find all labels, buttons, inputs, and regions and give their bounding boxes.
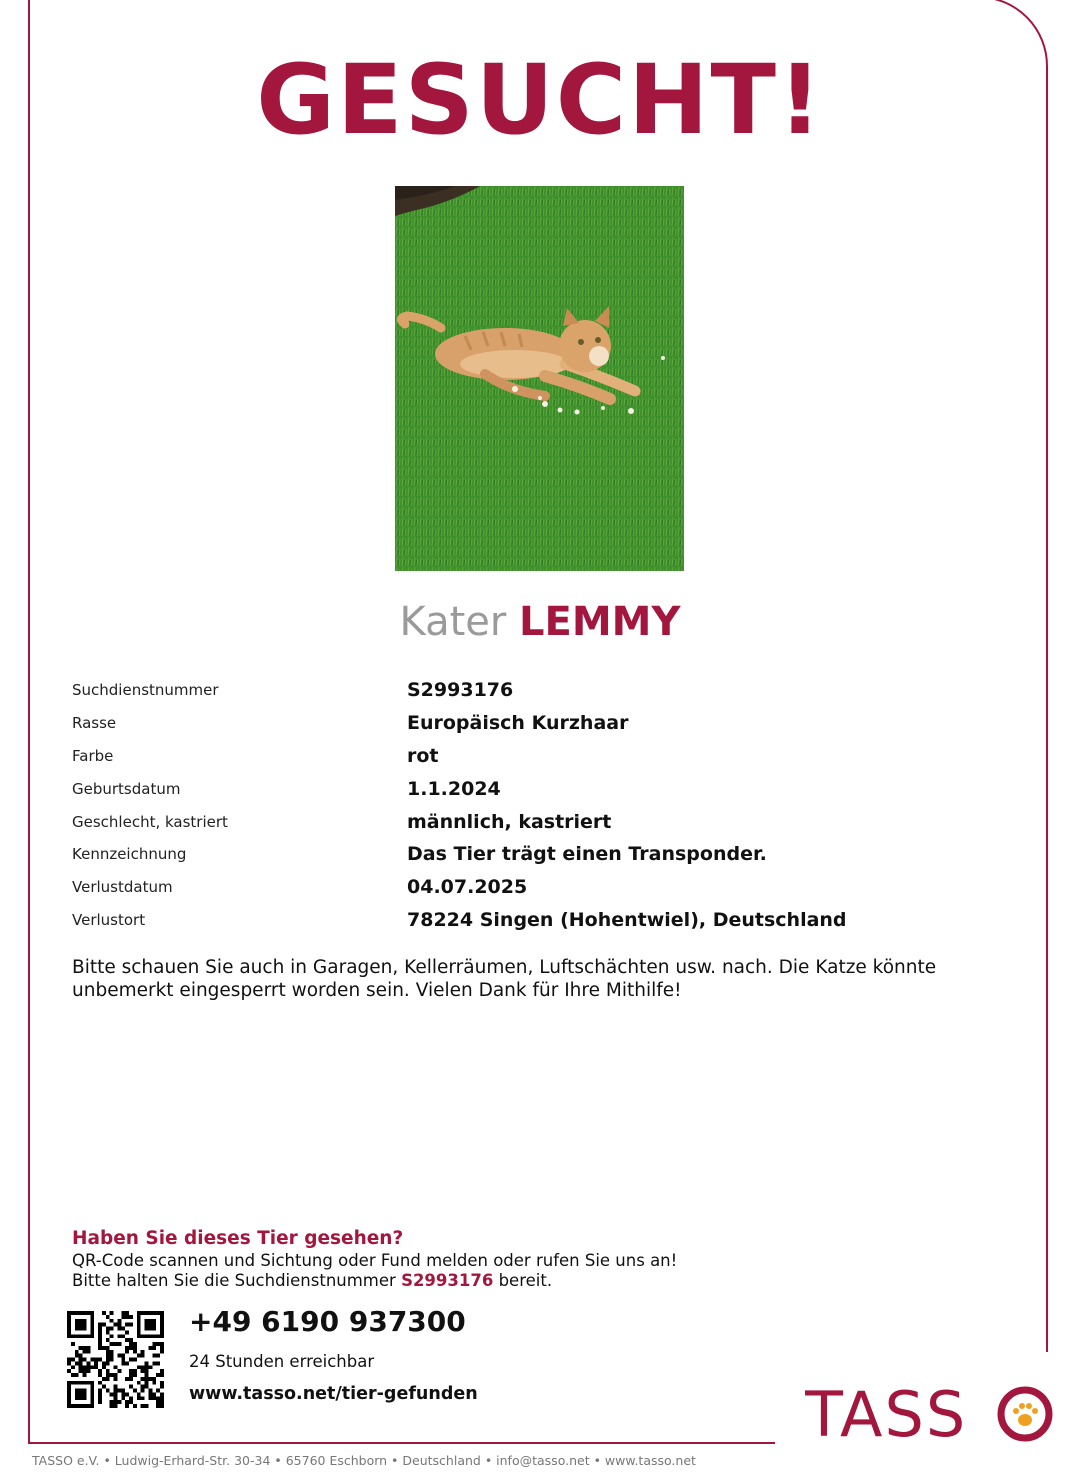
fact-label: Verlustdatum: [72, 878, 173, 897]
pet-photo: [395, 186, 684, 571]
cta-line-2-prefix: Bitte halten Sie die Suchdienstnummer: [72, 1271, 396, 1290]
cta-line-1: QR-Code scannen und Sichtung oder Fund melden oder rufen Sie uns an!: [72, 1251, 678, 1270]
headline: GESUCHT!: [256, 44, 824, 156]
fact-row-color: [72, 740, 972, 773]
phone-number[interactable]: +49 6190 937300: [189, 1305, 466, 1338]
svg-text:TASS: TASS: [805, 1378, 968, 1446]
fact-value: 78224 Singen (Hohentwiel), Deutschland: [407, 908, 847, 931]
cta-title: Haben Sie dieses Tier gesehen?: [72, 1228, 404, 1249]
fact-value: rot: [407, 744, 439, 767]
cta-search-number: S2993176: [401, 1271, 494, 1290]
call-to-action: [72, 1227, 972, 1291]
pet-name-heading: [0, 598, 1080, 646]
pet-facts-table: [72, 674, 972, 936]
fact-row-marking: [72, 838, 972, 871]
cta-line-2: [72, 1271, 972, 1291]
fact-row-loss-location: [72, 904, 972, 937]
fact-label: Verlustort: [72, 910, 146, 929]
availability-text: 24 Stunden erreichbar: [189, 1352, 375, 1371]
fact-label: Rasse: [72, 714, 117, 733]
fact-value: 04.07.2025: [407, 876, 528, 899]
website-link[interactable]: www.tasso.net/tier-gefunden: [189, 1384, 478, 1404]
fact-row-loss-date: [72, 871, 972, 904]
fact-row-sex: [72, 805, 972, 838]
fact-row-breed: [72, 707, 972, 740]
fact-row-birthdate: [72, 772, 972, 805]
qr-code[interactable]: [67, 1311, 164, 1408]
fact-value: S2993176: [407, 679, 514, 702]
fact-label: Farbe: [72, 746, 114, 765]
fact-value: Europäisch Kurzhaar: [407, 712, 629, 735]
tasso-logo: [805, 1374, 1055, 1446]
pet-species: Kater: [399, 599, 507, 645]
fact-row-search-number: [72, 674, 972, 707]
fact-label: Geschlecht, kastriert: [72, 812, 228, 831]
fact-value: Das Tier trägt einen Transponder.: [407, 843, 767, 866]
paw-icon: [1013, 1403, 1038, 1426]
cta-line-2-suffix: bereit.: [498, 1271, 553, 1290]
fact-label: Geburtsdatum: [72, 779, 181, 798]
search-note: Bitte schauen Sie auch in Garagen, Kellerräumen, Luftschächten usw. nach. Die Katze könnte unbemerkt eingesperrt worden sein. Vielen Dank für Ihre Mithilfe!: [72, 957, 937, 1001]
fact-label: Kennzeichnung: [72, 845, 187, 864]
footer-address: TASSO e.V. • Ludwig-Erhard-Str. 30-34 • 65760 Eschborn • Deutschland • info@tasso.net • www.tasso.net: [32, 1453, 696, 1468]
pet-name: LEMMY: [519, 599, 681, 645]
fact-label: Suchdienstnummer: [72, 681, 219, 700]
fact-value: männlich, kastriert: [407, 810, 612, 833]
fact-value: 1.1.2024: [407, 777, 501, 800]
